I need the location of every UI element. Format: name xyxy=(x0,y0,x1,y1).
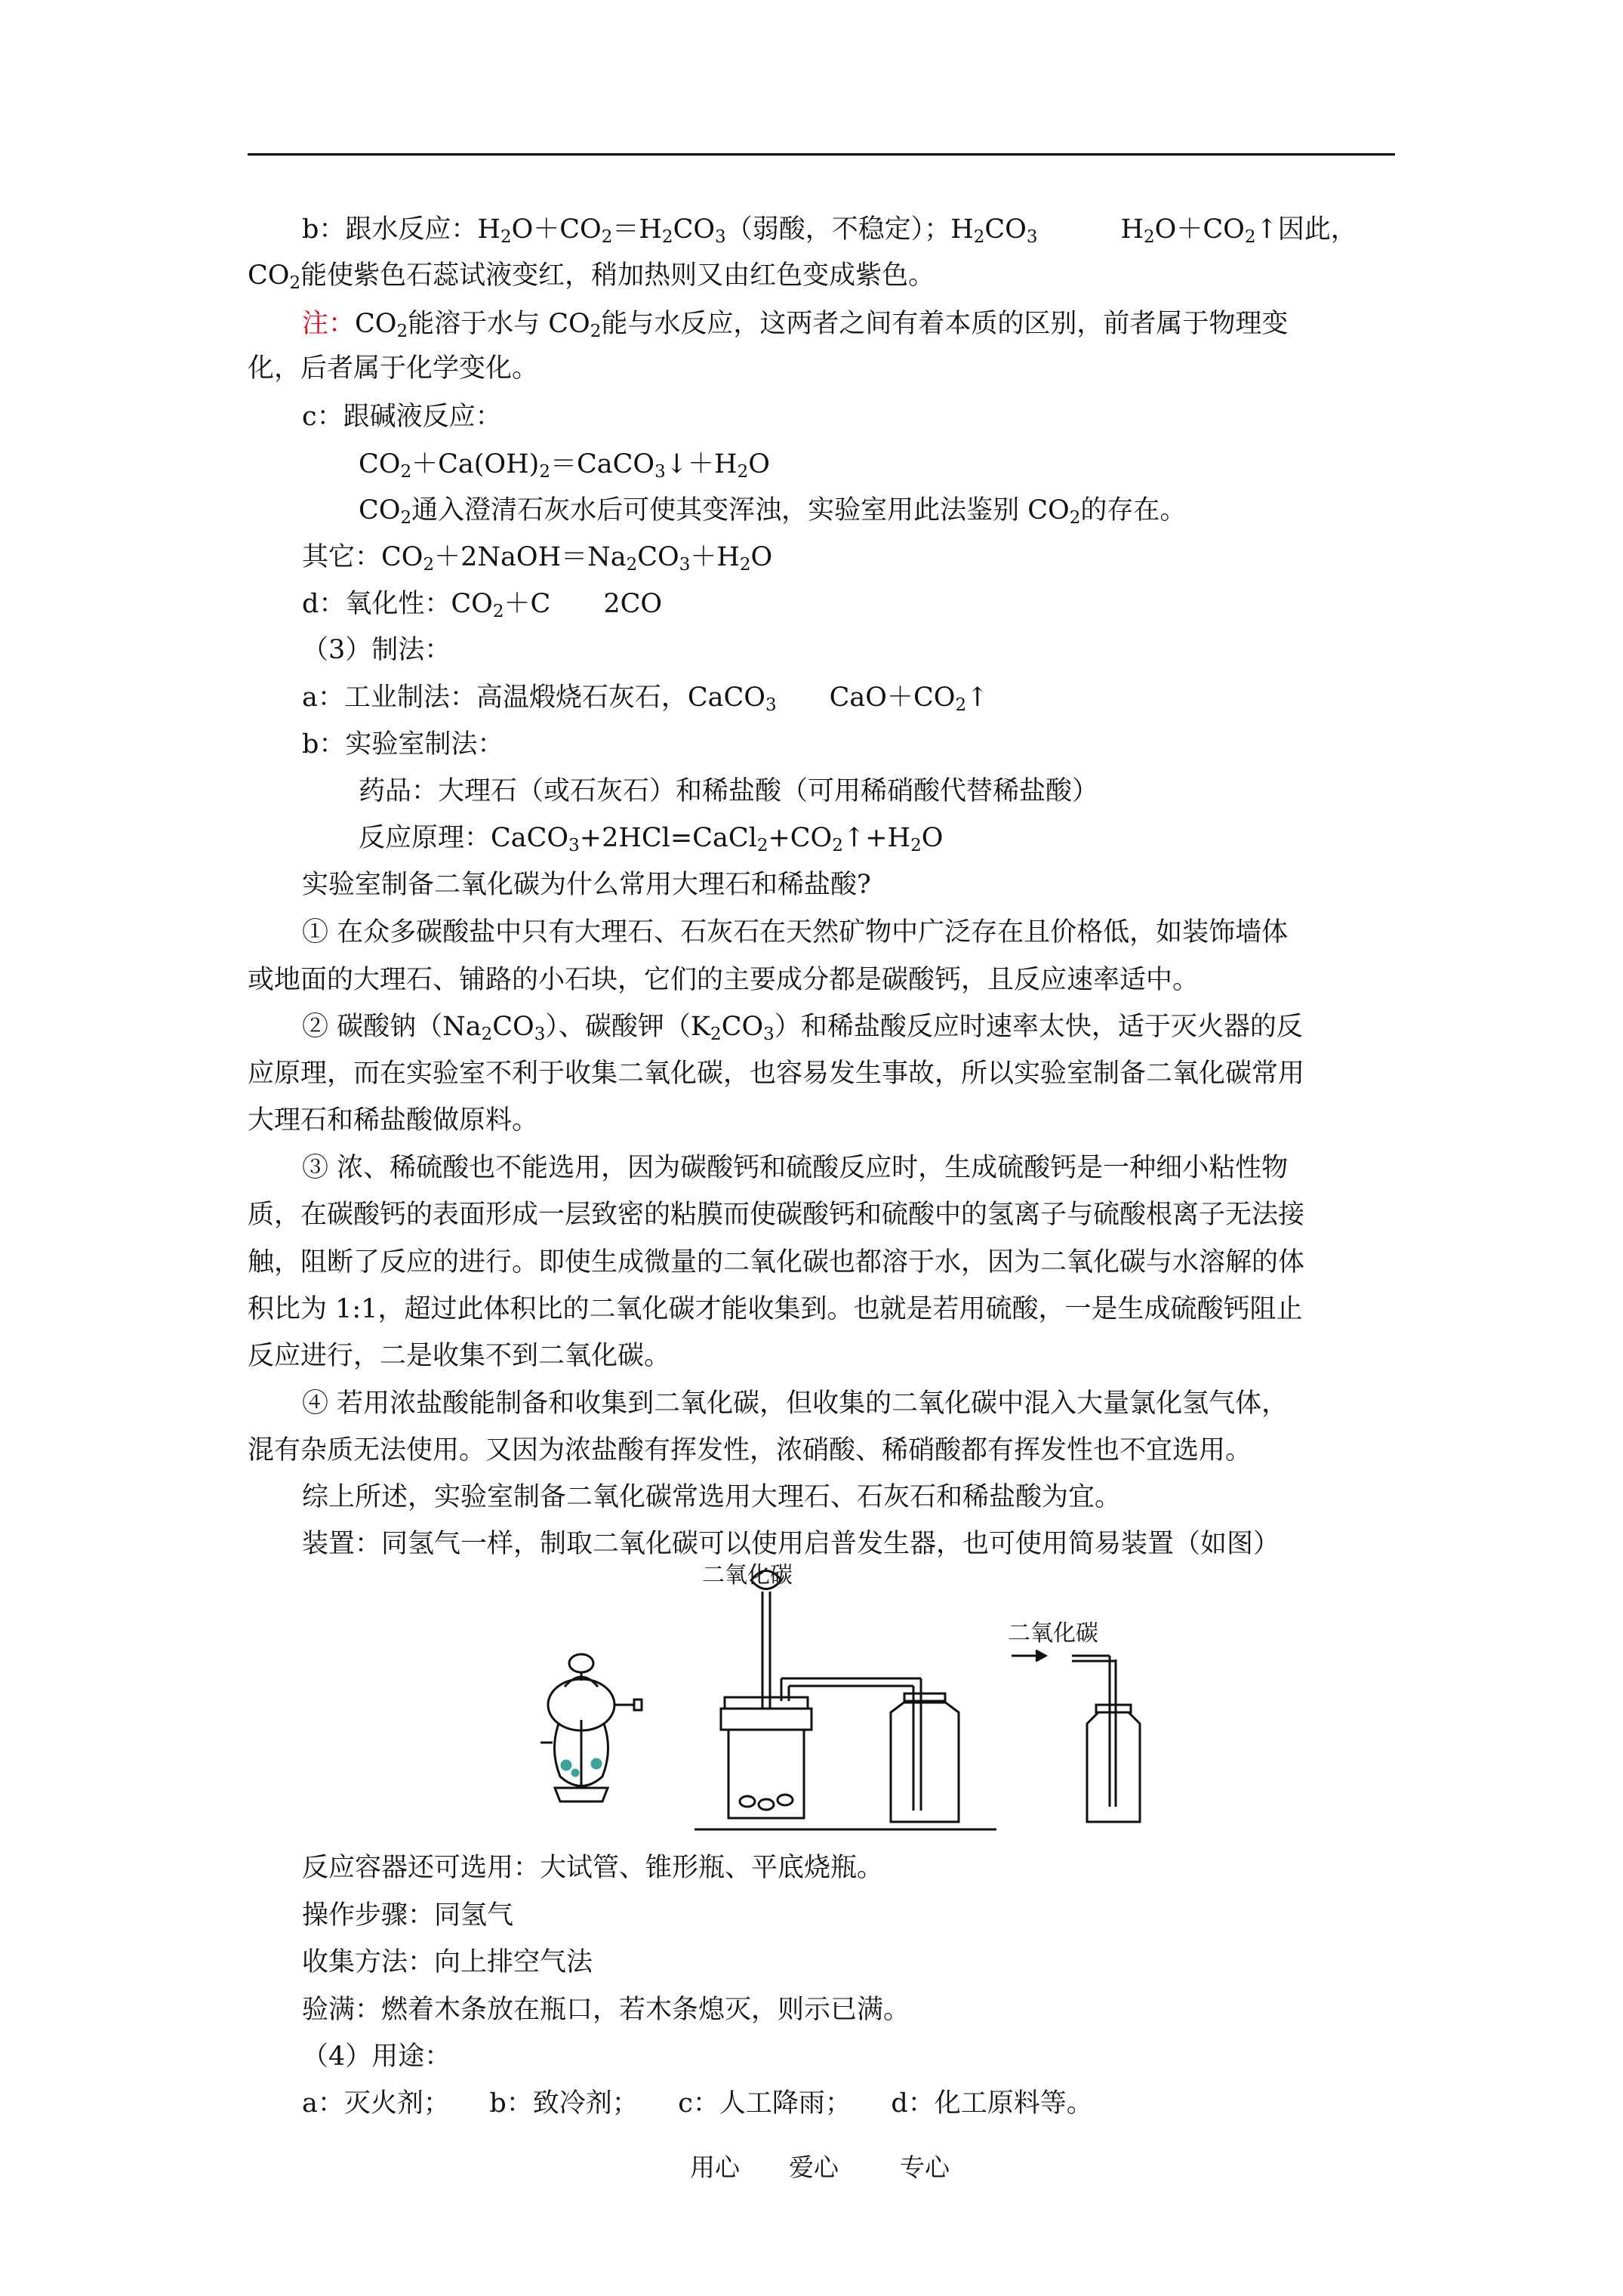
text-line: b：实验室制法： xyxy=(302,729,504,760)
text-line: 应原理，而在实验室不利于收集二氧化碳，也容易发生事故，所以实验室制备二氧化碳常用 xyxy=(248,1059,1305,1089)
text-line: ③ 浓、稀硫酸也不能选用，因为碳酸钙和硫酸反应时，生成硫酸钙是一种细小粘性物 xyxy=(302,1153,1289,1183)
text-line: 操作步骤：同氢气 xyxy=(302,1900,514,1931)
text-line: 触，阻断了反应的进行。即使生成微量的二氧化碳也都溶于水，因为二氧化碳与水溶解的体 xyxy=(248,1247,1305,1277)
text-line: 反应容器还可选用：大试管、锥形瓶、平底烧瓶。 xyxy=(302,1853,884,1883)
apparatus-figure xyxy=(513,1561,1404,1841)
text-line: $CO_2$能使紫色石蕊试液变红，稍加热则又由红色变成紫色。 xyxy=(248,260,935,293)
text-line: b：跟水反应：$H_2O+CO_2=H_2CO_3$（弱酸，不稳定）；$H_2CO_3$ $H_2O+CO_2↑$因此， xyxy=(302,214,1357,247)
note-label: 注： xyxy=(302,309,356,339)
footer-item: 用心 xyxy=(690,2153,740,2182)
text-line: 质，在碳酸钙的表面形成一层致密的粘膜而使碳酸钙和硫酸中的氢离子与硫酸根离子无法接 xyxy=(248,1200,1305,1230)
text-line: a：灭火剂； b：致冷剂； c：人工降雨； d：化工原料等。 xyxy=(302,2088,1093,2119)
simple-generator-diagram xyxy=(694,1571,996,1830)
equation-line: d：氧化性：$CO_2+C$ 2CO xyxy=(302,589,663,621)
text-line: 药品：大理石（或石灰石）和稀盐酸（可用稀硝酸代替稀盐酸） xyxy=(359,776,1099,806)
footer-item: 专心 xyxy=(900,2153,950,2182)
equation-line: a：工业制法：高温煅烧石灰石，CaCO$_3$ $CaO+CO_2↑$ xyxy=(302,683,989,715)
text-line: 验满：燃着木条放在瓶口，若木条熄灭，则示已满。 xyxy=(302,1995,910,2025)
text-line: ① 在众多碳酸盐中只有大理石、石灰石在天然矿物中广泛存在且价格低，如装饰墙体 xyxy=(302,917,1289,948)
kipp-generator-diagram xyxy=(540,1654,642,1801)
air-collection-diagram xyxy=(1012,1650,1140,1822)
text-line: 混有杂质无法使用。又因为浓盐酸有挥发性，浓硝酸、稀硝酸都有挥发性也不宜选用。 xyxy=(248,1435,1252,1465)
collection-bottle-diagram xyxy=(891,1693,959,1822)
text-line: c：跟碱液反应： xyxy=(302,402,502,432)
text-line: ④ 若用浓盐酸能制备和收集到二氧化碳，但收集的二氧化碳中混入大量氯化氢气体， xyxy=(302,1388,1289,1419)
text-line: $CO_2$通入澄清石灰水后可使其变浑浊，实验室用此法鉴别 $CO_2$的存在。 xyxy=(359,495,1187,528)
text-line: 综上所述，实验室制备二氧化碳常选用大理石、石灰石和稀盐酸为宜。 xyxy=(302,1482,1122,1512)
text-line: 积比为 1:1，超过此体积比的二氧化碳才能收集到。也就是若用硫酸，一是生成硫酸钙阻止 xyxy=(248,1294,1303,1324)
text-line: 装置：同氢气一样，制取二氧化碳可以使用启普发生器，也可使用简易装置（如图） xyxy=(302,1529,1280,1559)
text-line: 化，后者属于化学变化。 xyxy=(248,353,539,384)
figure-label-left: 二氧化碳 xyxy=(702,1563,793,1588)
equation-line: 其它：$CO_2+2NaOH=Na_2CO_3+H_2O$ xyxy=(302,542,773,575)
text-line: ② 碳酸钠$(Na_2CO_3)$、碳酸钾$(K_2CO_3)$和稀盐酸反应时速率太快，适于灭火器的反 xyxy=(302,1012,1303,1044)
text-line: 反应进行，二是收集不到二氧化碳。 xyxy=(248,1341,671,1371)
text-line: 实验室制备二氧化碳为什么常用大理石和稀盐酸? xyxy=(302,870,871,900)
footer-item: 爱心 xyxy=(789,2153,839,2182)
figure-label-right: 二氧化碳 xyxy=(1008,1621,1098,1646)
equation-line: $CO_2+Ca(OH)_2=CaCO_3↓+H_2O$ xyxy=(359,449,770,482)
equation-line: 反应原理：$CaCO_3+2HCl=CaCl_2+CO_2↑+H_2O$ xyxy=(359,823,944,855)
note-line: 注：$CO_2$能溶于水与 $CO_2$能与水反应，这两者之间有着本质的区别，前者属于物理变 xyxy=(302,309,1289,341)
text-line: 或地面的大理石、铺路的小石块，它们的主要成分都是碳酸钙，且反应速率适中。 xyxy=(248,965,1200,995)
section-heading: （4）用途： xyxy=(302,2042,451,2072)
text-line: 大理石和稀盐酸做原料。 xyxy=(248,1105,539,1136)
text-line: 收集方法：向上排空气法 xyxy=(302,1947,593,1977)
section-heading: （3）制法： xyxy=(302,635,451,665)
header-rule xyxy=(248,153,1395,156)
